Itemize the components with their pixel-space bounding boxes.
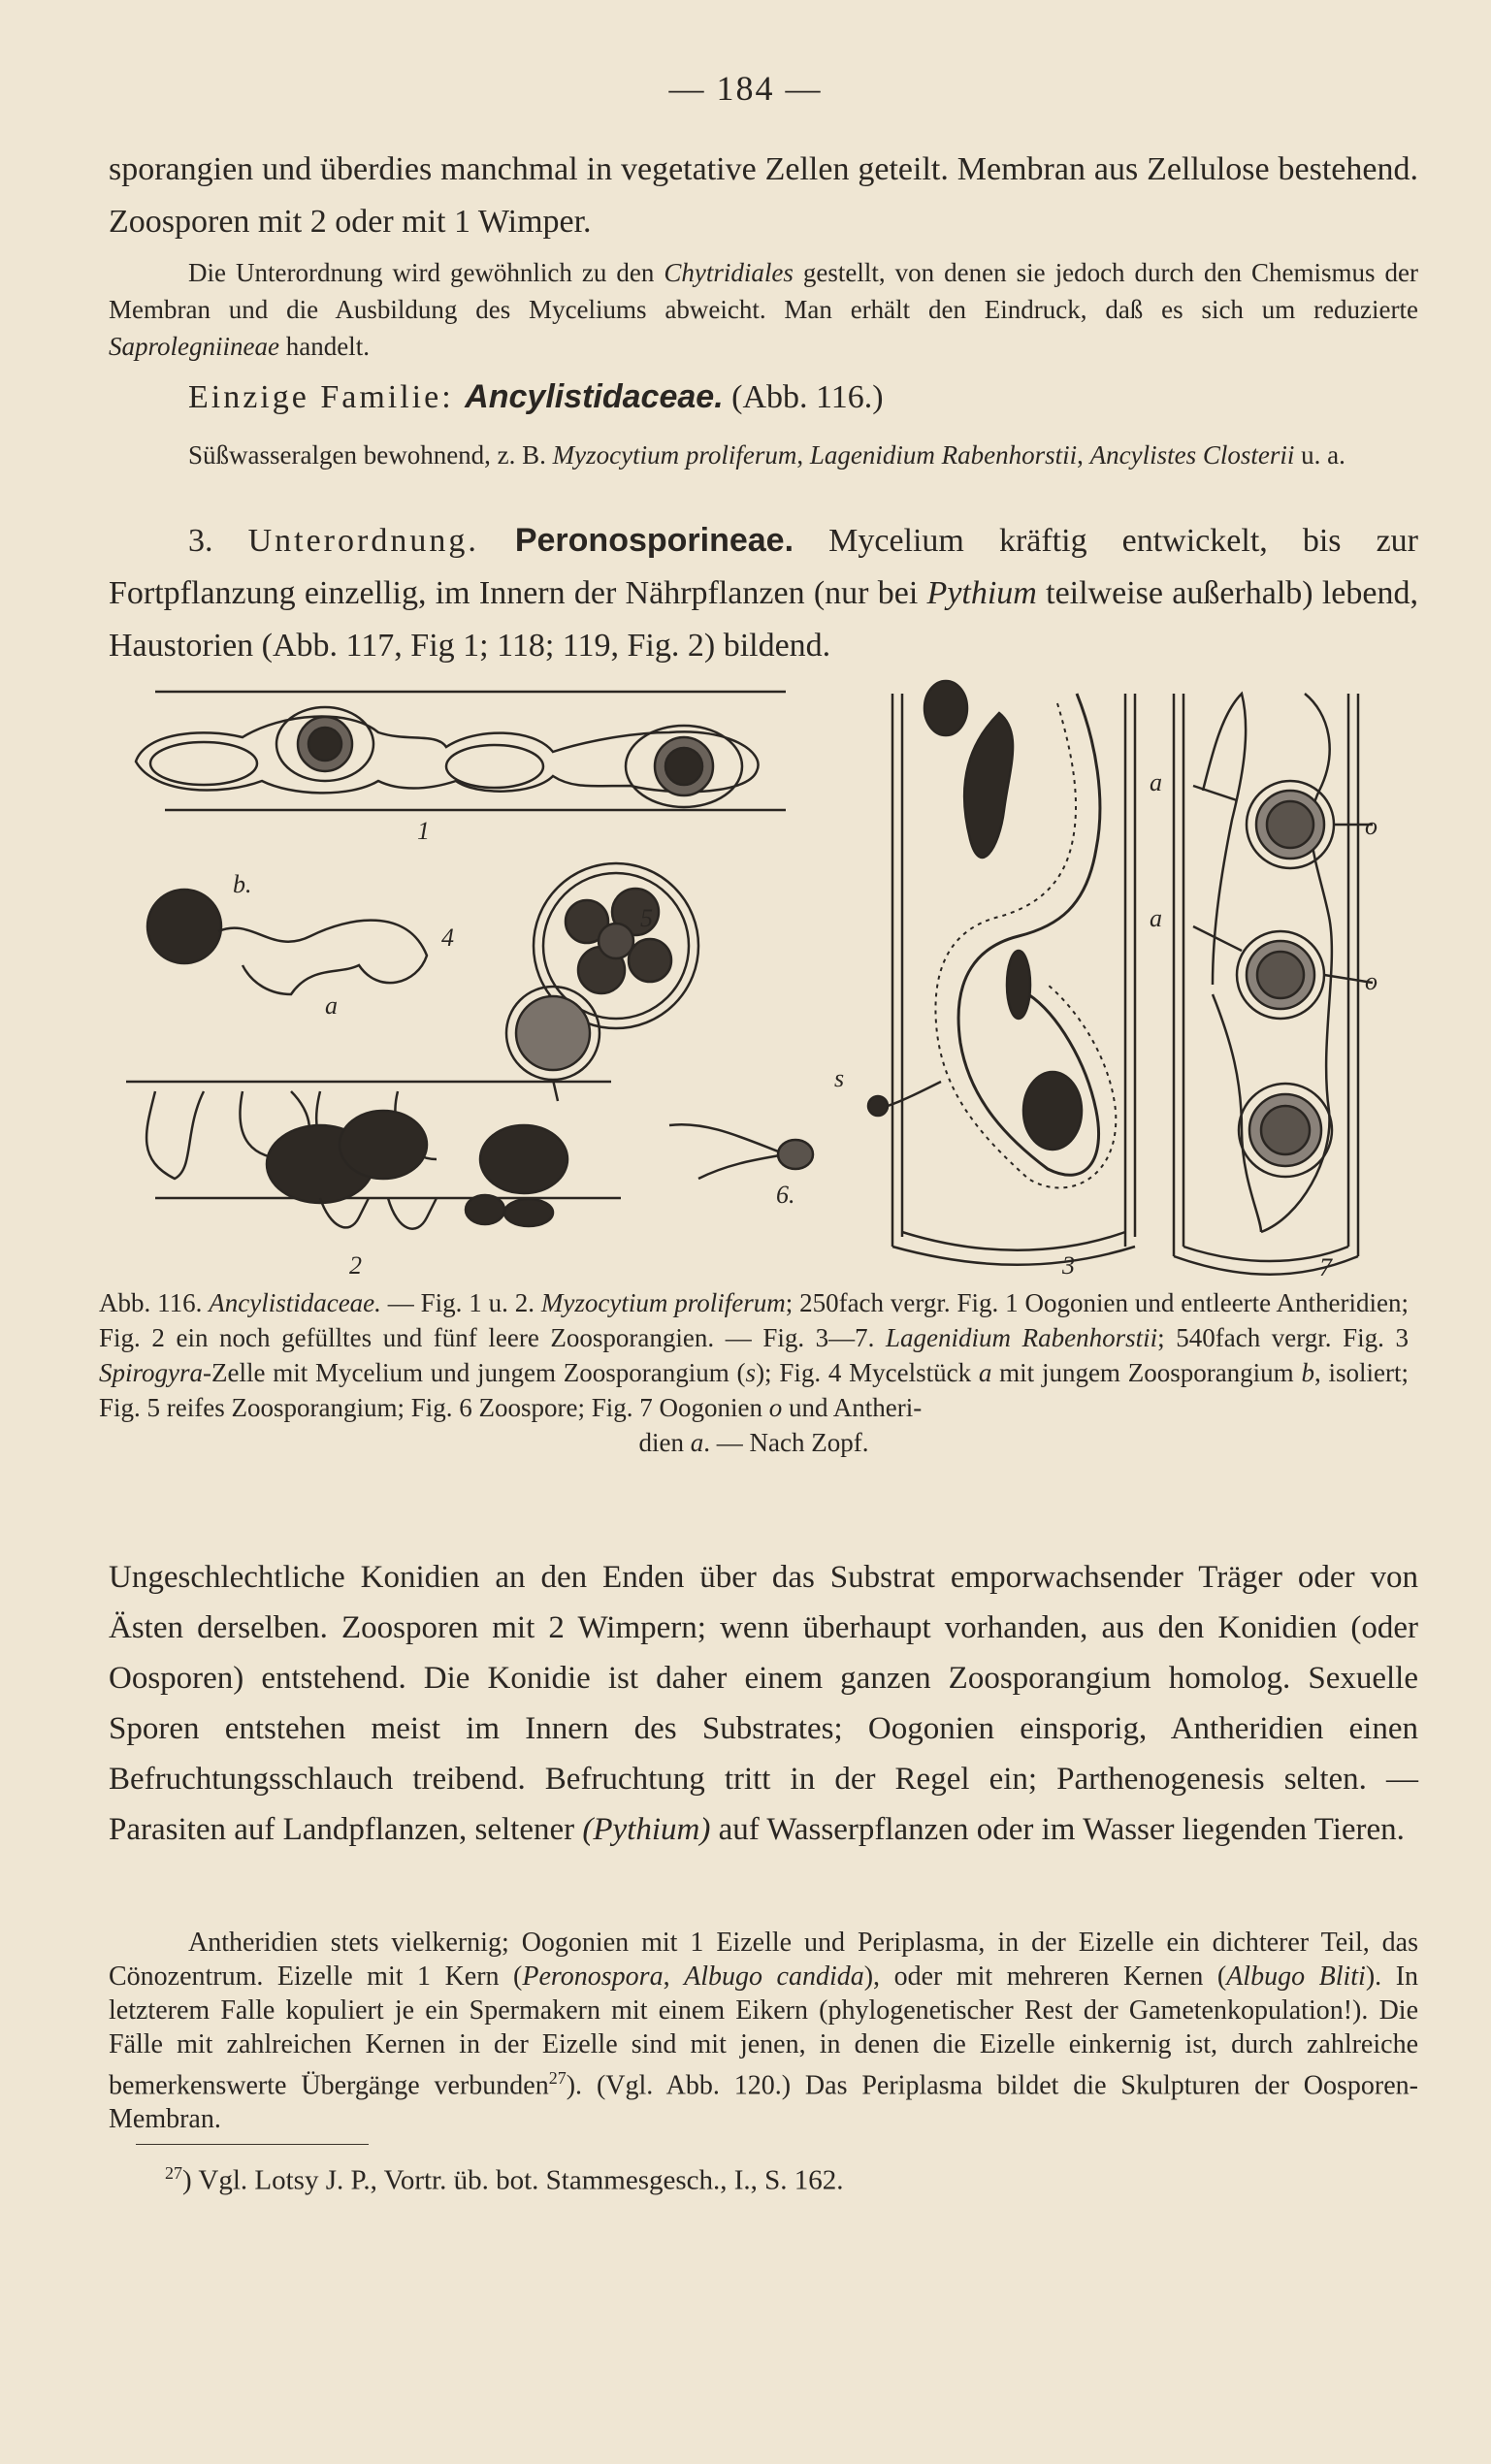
taxon-peronospora: Peronospora [522, 1961, 664, 1992]
intro-paragraph: sporangien und überdies manchmal in vegetative Zellen geteilt. Membran aus Zellulose bestehend. Zoosporen mit 2 oder mit 1 Wimper. [109, 151, 1418, 240]
family-note [109, 437, 1418, 473]
note-paragraph-2 [109, 1926, 1418, 2136]
page-number: — 184 — [668, 69, 823, 108]
note2-text-2: ), oder mit mehreren Kernen ( [863, 1961, 1227, 1992]
family-label: Einzige Familie: [188, 379, 466, 415]
main-paragraph [109, 1552, 1418, 1855]
fig6-drawing [669, 1124, 813, 1179]
note1-text-2: gestellt, von denen sie jedoch durch den Chemismus der Membran und die Ausbildung des Myceliums abweicht. Man erhält den Eindruck, daß es sich um reduzierte [109, 258, 1418, 324]
main-text-2: auf Wasserpflanzen oder im Wasser liegenden Tieren. [710, 1812, 1405, 1847]
fig-label-o-lower: o [1365, 967, 1378, 995]
caption-text: ); Fig. 4 Mycelstück [756, 1358, 979, 1387]
taxon-pythium-2: (Pythium) [582, 1812, 711, 1847]
fig-label-7: 7 [1319, 1253, 1332, 1281]
note1-text: Die Unterordnung wird gewöhnlich zu den [188, 258, 664, 287]
caption-letter: s [745, 1358, 757, 1387]
sep: , [663, 1961, 685, 1992]
suborder-text: Mycelium kräftig entwickelt, bis zur Fortpflanzung einzellig, im Innern der Nährpflanzen (nur bei [109, 523, 1418, 611]
caption-text: ; 250fach vergr. Fig. 1 Oogonien und entleerte Antheridien; Fig. 2 ein noch gefülltes und fünf leere Zoosporangien. — Fig. 3—7. [99, 1288, 1410, 1352]
caption-letter: a [978, 1358, 992, 1387]
fig-label-2: 2 [349, 1251, 362, 1280]
fig-label-3: 3 [1062, 1251, 1075, 1280]
sep: , [796, 440, 810, 470]
caption-text: ; 540fach vergr. Fig. 3 [1157, 1323, 1409, 1352]
fig-label-o-upper: o [1365, 812, 1378, 840]
family-note-text: Süßwasseralgen bewohnend, z. B. [188, 440, 553, 470]
fig-label-s: s [834, 1064, 845, 1092]
suborder-number: 3. [188, 523, 248, 559]
fig7-drawing [1174, 694, 1373, 1275]
taxon-albugo-bliti: Albugo Bliti [1226, 1961, 1366, 1992]
taxon-lagenidium: Lagenidium Rabenhorstii [809, 440, 1078, 470]
fig-label-6: 6. [776, 1181, 795, 1209]
family-heading [109, 371, 1418, 424]
main-text: Ungeschlechtliche Konidien an den Enden über das Substrat emporwachsender Träger oder von Ästen derselben. Zoosporen mit 2 Wimpern; wenn überhaupt vorhanden, aus den Konidien (oder Oosporen) entstehend. Die Konidie ist daher einem ganzen Zoosporangium homolog. Sexuelle Sporen entstehen meist im Innern des Substrates; Oogonien einsporig, Antheridien einen Befruchtungsschlauch treibend. Befruchtung tritt in der Regel ein; Parthenogenesis selten. — Parasiten auf Landpflanzen, seltener [109, 1560, 1418, 1847]
fig1-drawing [136, 692, 786, 810]
taxon-albugo-candida: Albugo candida [684, 1961, 864, 1992]
suborder-paragraph [109, 514, 1418, 672]
suborder-label: Unterordnung. [247, 523, 479, 559]
note2-text-4: ). (Vgl. Abb. 120.) Das Periplasma bildet die Skulpturen der Oosporen-Membran. [109, 2070, 1418, 2135]
figure-caption [99, 1285, 1409, 1460]
caption-family: Ancylistidaceae. [209, 1288, 381, 1317]
figure-116 [126, 674, 1378, 1281]
caption-text: . — Nach Zopf. [703, 1428, 869, 1457]
fig-label-a: a [325, 991, 338, 1020]
caption-label: Abb. 116. [99, 1288, 210, 1317]
family-note-end: u. a. [1294, 440, 1345, 470]
note1-text-3: handelt. [278, 332, 370, 361]
fig-label-a-upper: a [1150, 768, 1162, 796]
fig-label-b: b. [233, 870, 252, 898]
caption-letter: o [768, 1393, 783, 1422]
caption-letter: b [1301, 1358, 1314, 1387]
caption-text: dien [638, 1428, 691, 1457]
suborder-name: Peronosporineae. [478, 522, 794, 559]
footnote-text: ) Vgl. Lotsy J. P., Vortr. üb. bot. Stammesgesch., I., S. 162. [182, 2164, 844, 2196]
caption-text: — Fig. 1 u. 2. [380, 1288, 541, 1317]
taxon-ancylistes: Ancylistes Closterii [1089, 440, 1295, 470]
family-figure-ref: (Abb. 116.) [723, 379, 884, 415]
note-paragraph-1 [109, 254, 1418, 365]
footnote-divider [136, 2144, 369, 2145]
fig-label-4: 4 [441, 924, 454, 952]
footnote-number: 27 [165, 2163, 182, 2183]
taxon-pythium: Pythium [926, 575, 1037, 611]
caption-text: mit jungem Zoosporangium [991, 1358, 1302, 1387]
footnote [165, 2154, 844, 2200]
note2-text: Antheridien stets vielkernig; Oogonien mit 1 Eizelle und Periplasma, in der Eizelle ein dichterer Teil, das Cönozentrum. Eizelle mit 1 Kern ( [109, 1928, 1418, 1992]
caption-taxon: Spirogyra [99, 1358, 203, 1387]
family-name: Ancylistidaceae. [465, 378, 724, 415]
sep: , [1077, 440, 1090, 470]
fig-label-5: 5 [640, 904, 653, 932]
note1-taxon: Chytridiales [664, 258, 794, 287]
fig3-drawing [868, 681, 1135, 1265]
fig-label-1: 1 [417, 817, 430, 845]
caption-text: -Zelle mit Mycelium und jungem Zoosporangium ( [203, 1358, 746, 1387]
fig4-drawing [147, 890, 427, 994]
caption-letter: a [690, 1428, 704, 1457]
caption-text: und Antheri- [782, 1393, 923, 1422]
note2-text-3: ). In letzterem Falle kopuliert je ein Spermakern mit einem Eikern (phylogenetischer Rest der Gametenkopulation!). Die Fälle mit zahlreichen Kernen in der Eizelle sind mit jenen, in denen die Eizelle einkernig ist, durch zahlreiche bemerkenswerte Übergänge verbunden [109, 1961, 1419, 2101]
caption-taxon: Lagenidium Rabenhorstii [886, 1323, 1158, 1352]
caption-last-line [99, 1425, 1409, 1460]
fig-label-a-lower: a [1150, 904, 1162, 932]
caption-text: , isoliert; Fig. 5 reifes Zoosporangium; Fig. 6 Zoospore; Fig. 7 Oogonien [99, 1358, 1409, 1422]
note1-taxon-2: Saprolegniineae [109, 332, 279, 361]
footnote-ref[interactable]: 27 [548, 2068, 567, 2088]
taxon-myzocytium: Myzocytium proliferum [552, 440, 797, 470]
caption-taxon: Myzocytium proliferum [540, 1288, 786, 1317]
fig2-drawing [126, 987, 621, 1229]
suborder-text-2: teilweise außerhalb) lebend, Haustorien (Abb. 117, Fig 1; 118; 119, Fig. 2) bildend. [109, 575, 1418, 664]
